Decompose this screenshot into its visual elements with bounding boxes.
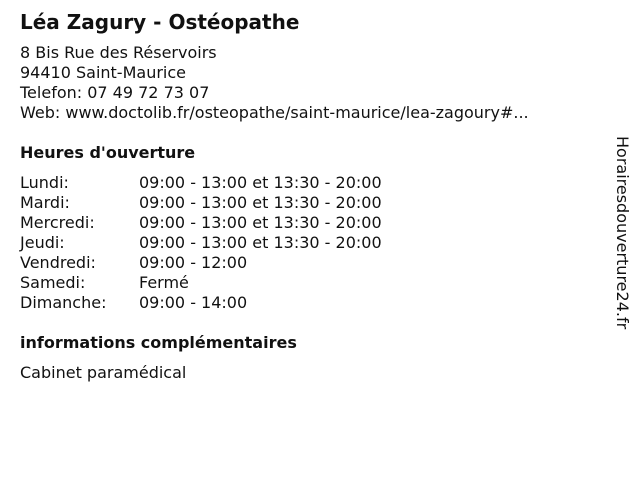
time-range: 09:00 - 13:00 et 13:30 - 20:00 bbox=[139, 173, 382, 192]
street-address: 8 Bis Rue des Réservoirs bbox=[20, 43, 217, 62]
info-text: Cabinet paramédical bbox=[20, 363, 187, 382]
hours-row-lundi bbox=[20, 173, 590, 193]
time-range: 09:00 - 12:00 bbox=[139, 253, 248, 272]
time-range: 09:00 - 13:00 et 13:30 - 20:00 bbox=[139, 233, 382, 252]
time-range: 09:00 - 14:00 bbox=[139, 293, 248, 312]
info-heading: informations complémentaires bbox=[20, 333, 297, 352]
day-label: Mercredi: bbox=[20, 213, 95, 232]
website-link[interactable]: Web: www.doctolib.fr/osteopathe/saint-maurice/lea-zagoury#... bbox=[20, 103, 529, 122]
hours-table bbox=[20, 173, 590, 313]
phone-number: Telefon: 07 49 72 73 07 bbox=[20, 83, 210, 102]
time-range: 09:00 - 13:00 et 13:30 - 20:00 bbox=[139, 213, 382, 232]
hours-row-dimanche bbox=[20, 293, 590, 313]
day-label: Samedi: bbox=[20, 273, 86, 292]
day-label: Dimanche: bbox=[20, 293, 107, 312]
listing-card bbox=[20, 9, 590, 383]
day-label: Jeudi: bbox=[20, 233, 65, 252]
time-range: Fermé bbox=[139, 273, 189, 292]
city-postcode: 94410 Saint-Maurice bbox=[20, 63, 186, 82]
hours-heading: Heures d'ouverture bbox=[20, 143, 196, 162]
hours-row-jeudi bbox=[20, 233, 590, 253]
day-label: Lundi: bbox=[20, 173, 69, 192]
hours-row-vendredi bbox=[20, 253, 590, 273]
page-title: Léa Zagury - Ostéopathe bbox=[20, 10, 300, 34]
day-label: Mardi: bbox=[20, 193, 70, 212]
site-watermark: Horairesdouverture24.fr bbox=[613, 136, 632, 330]
address-block bbox=[20, 43, 590, 123]
hours-row-samedi bbox=[20, 273, 590, 293]
time-range: 09:00 - 13:00 et 13:30 - 20:00 bbox=[139, 193, 382, 212]
day-label: Vendredi: bbox=[20, 253, 96, 272]
hours-row-mardi bbox=[20, 193, 590, 213]
hours-row-mercredi bbox=[20, 213, 590, 233]
